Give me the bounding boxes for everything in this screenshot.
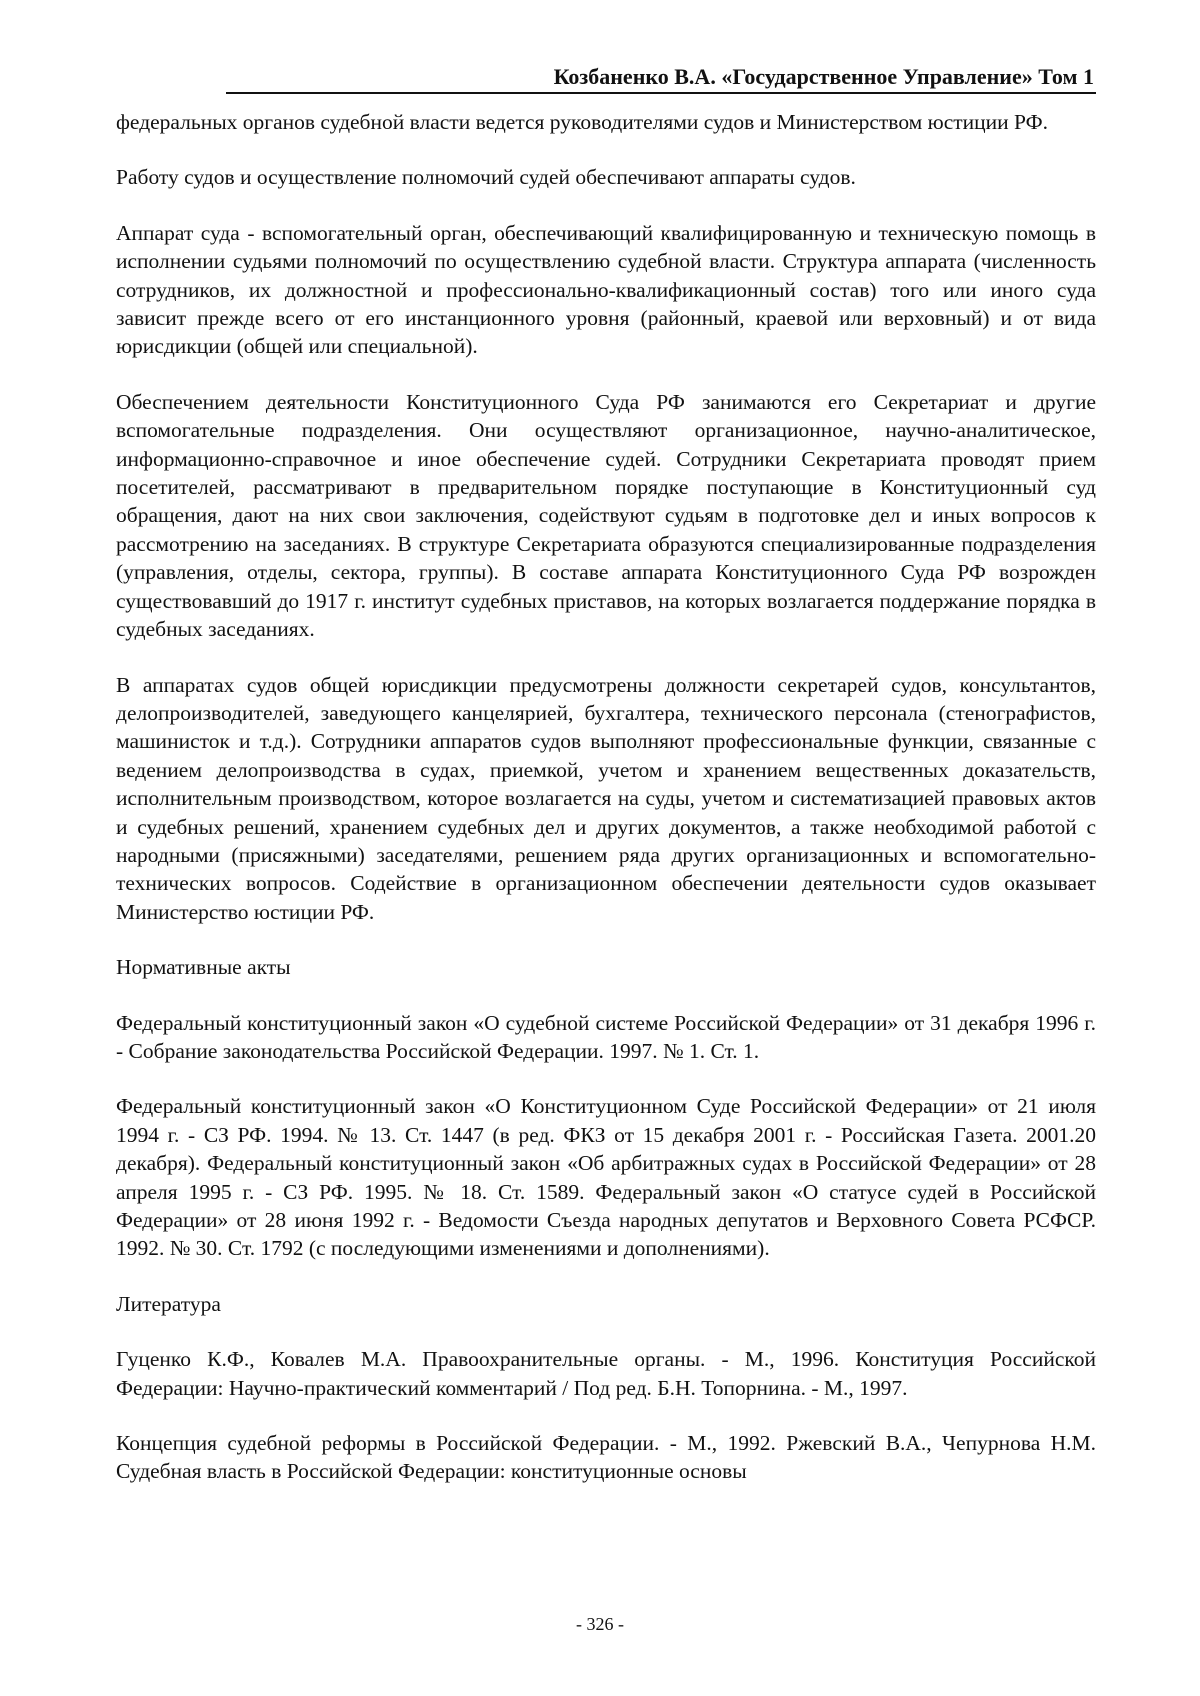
paragraph-literature-concept: Концепция судебной реформы в Российской Федерации. - М., 1992. Ржевский В.А., Чепурнова Н.М. Судебная власть в Российской Федерации: конституционные основы — [116, 1431, 1096, 1484]
paragraph-court-apparatus-definition: Аппарат суда - вспомогательный орган, обеспечивающий квалифицированную и техническую помощь в исполнении судьями полномочий по осуществлению судебной власти. Структура аппарата (численность сотрудников, их должностной и профессионально-квалификационный состав) того или иного суда зависит прежде всего от его инстанционного уровня (районный, краевой или верховный) и от вида юрисдикции (общей или специальной). — [116, 220, 1096, 359]
section-heading-normative-acts: Нормативные акты — [116, 955, 291, 980]
paragraph-literature-guzenko: Гуценко К.Ф., Ковалев М.А. Правоохранительные органы. - М., 1996. Конституция Российской Федерации: Научно-практический комментарий / Под ред. Б.Н. Топорнина. - М., 1997. — [116, 1347, 1096, 1400]
paragraph-normative-act-judicial-system: Федеральный конституционный закон «О судебной системе Российской Федерации» от 31 декабря 1996 г. - Собрание законодательства Российской Федерации. 1997. № 1. Ст. 1. — [116, 1010, 1096, 1063]
paragraph-constitutional-court-secretariat: Обеспечением деятельности Конституционного Суда РФ занимаются его Секретариат и другие вспомогательные подразделения. Они осуществляют организационное, научно-аналитическое, информационно-справочное и иное обеспечение судей. Сотрудники Секретариата проводят прием посетителей, рассматривают в предварительном порядке поступающие в Конституционный суд обращения, дают на них свои заключения, содействуют судьям в подготовке дел и иных вопросов к рассмотрению на заседаниях. В структуре Секретариата образуются специализированные подразделения (управления, отделы, сектора, группы). В составе аппарата Конституционного Суда РФ возрожден существовавший до 1917 г. институт судебных приставов, на которых возлагается поддержание порядка в судебных заседаниях. — [116, 389, 1096, 642]
document-page — [116, 62, 1096, 1513]
header-rule — [226, 92, 1096, 94]
running-header: Козбаненко В.А. «Государственное Управление» Том 1 — [553, 64, 1094, 89]
section-heading-literature: Литература — [116, 1291, 221, 1316]
page-number: - 326 - — [576, 1614, 624, 1634]
paragraph-general-jurisdiction-apparatus: В аппаратах судов общей юрисдикции предусмотрены должности секретарей судов, консультантов, делопроизводителей, заведующего канцелярией, бухгалтера, технического персонала (стенографистов, машинисток и т.д.). Сотрудники аппаратов судов выполняют профессиональные функции, связанные с ведением делопроизводства в судах, приемкой, учетом и хранением вещественных доказательств, исполнительным производством, которое возлагается на суды, учетом и систематизацией правовых актов и судебных решений, хранением судебных дел и других документов, а также необходимой работой с народными (присяжными) заседателями, решением ряда других организационных и вспомогательно-технических вопросов. Содействие в организационном обеспечении деятельности судов оказывает Министерство юстиции РФ. — [116, 672, 1096, 924]
paragraph-normative-act-constitutional-court: Федеральный конституционный закон «О Конституционном Суде Российской Федерации» от 21 июля 1994 г. - СЗ РФ. 1994. № 13. Ст. 1447 (в ред. ФКЗ от 15 декабря 2001 г. - Российская Газета. 2001.20 декабря). Федеральный конституционный закон «Об арбитражных судах в Российской Федерации» от 28 апреля 1995 г. - СЗ РФ. 1995. № 18. Ст. 1589. Федеральный закон «О статусе судей в Российской Федерации» от 28 июня 1992 г. - Ведомости Съезда народных депутатов и Верховного Совета РСФСР. 1992. № 30. Ст. 1792 (с последующими изменениями и дополнениями). — [116, 1094, 1096, 1261]
paragraph-court-apparatus-intro: Работу судов и осуществление полномочий судей обеспечивают аппараты судов. — [116, 165, 856, 190]
paragraph-continuation: федеральных органов судебной власти ведется руководителями судов и Министерством юстиции РФ. — [116, 110, 1048, 134]
